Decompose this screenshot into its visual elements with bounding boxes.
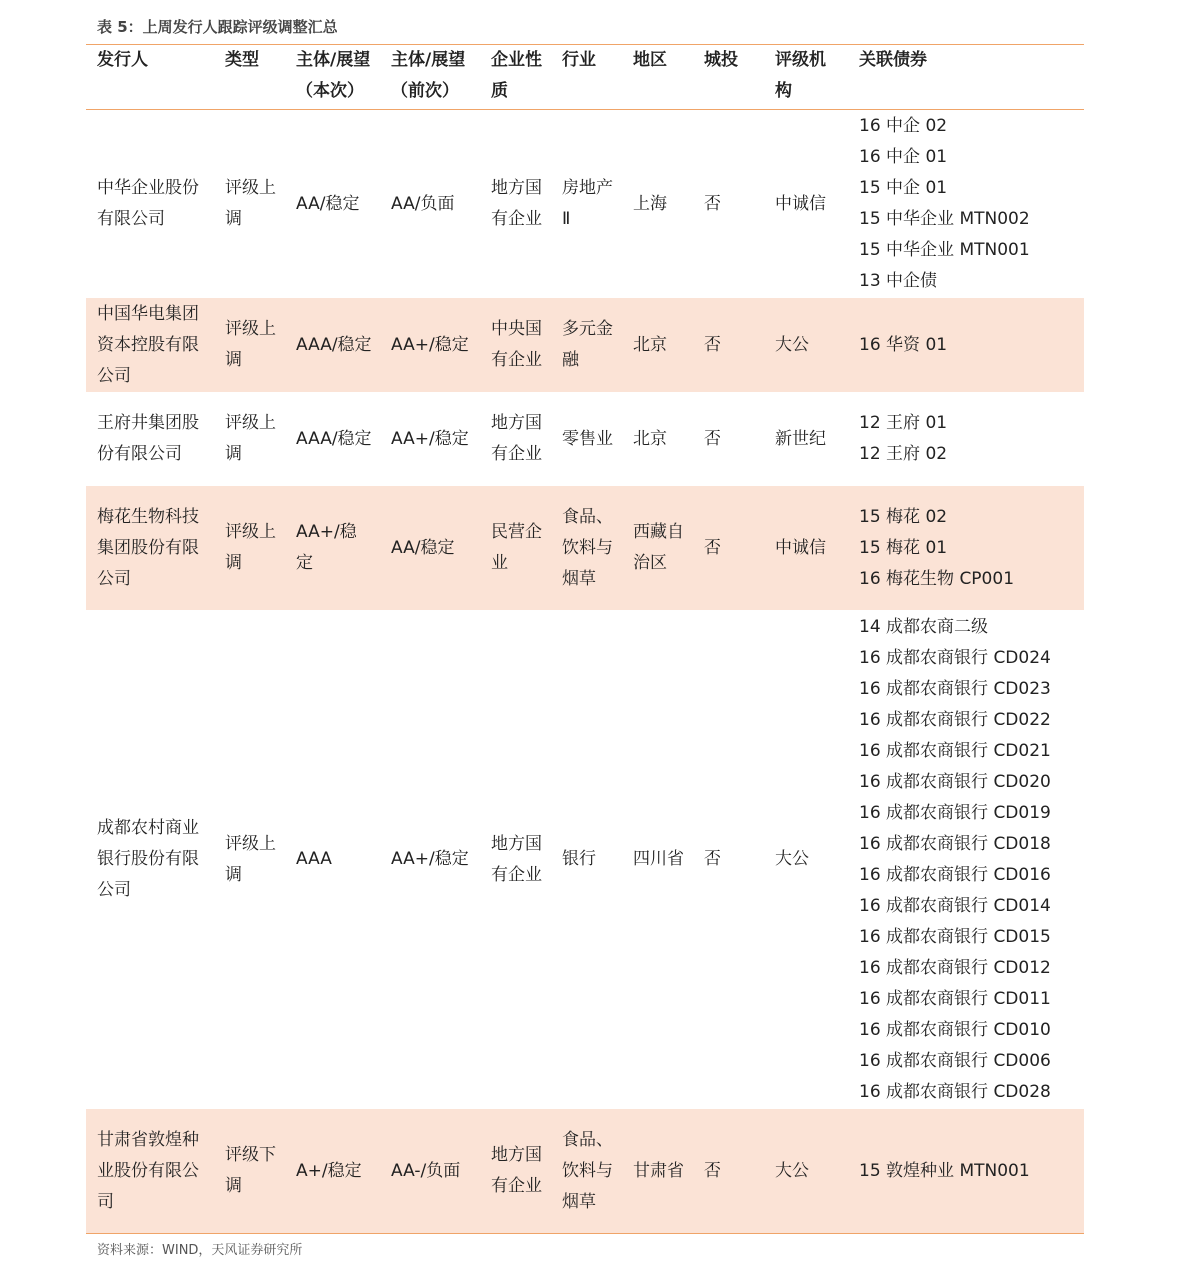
bond-item: 16 梅花生物 CP001 xyxy=(859,568,1015,589)
cell-nature: 地方国有企业 xyxy=(491,833,542,885)
cell-type: 评级上调 xyxy=(214,486,285,610)
cell-type: 评级上调 xyxy=(225,178,276,229)
cell-type: 评级下调 xyxy=(214,1109,285,1234)
header-type: 类型 xyxy=(225,50,259,70)
cell-region: 北京 xyxy=(633,428,667,449)
cell-chengtou: 否 xyxy=(704,428,721,449)
header-region: 地区 xyxy=(633,50,667,70)
table-row xyxy=(86,486,1084,610)
cell-agency: 中诚信 xyxy=(775,193,826,214)
bond-item: 16 成都农商银行 CD012 xyxy=(859,957,1051,978)
cell-agency: 大公 xyxy=(764,1109,848,1234)
cell-previous: AA-/负面 xyxy=(380,1109,480,1234)
bond-item: 16 成都农商银行 CD006 xyxy=(859,1050,1051,1071)
table-row xyxy=(86,610,1084,1109)
bond-item: 16 成都农商银行 CD028 xyxy=(859,1081,1051,1102)
header-agency: 评级机构 xyxy=(775,50,826,101)
cell-current: AA/稳定 xyxy=(296,193,360,214)
cell-region: 西藏自治区 xyxy=(622,486,693,610)
header-bonds: 关联债券 xyxy=(859,50,927,70)
cell-type: 评级上调 xyxy=(225,413,276,464)
cell-bonds xyxy=(848,110,1084,299)
bond-item: 16 成都农商银行 CD010 xyxy=(859,1019,1051,1040)
source-note: 资料来源：WIND，天风证券研究所 xyxy=(97,1243,303,1258)
bond-item: 16 成都农商银行 CD015 xyxy=(859,926,1051,947)
cell-current: AA+/稳定 xyxy=(285,486,380,610)
cell-industry: 食品、饮料与烟草 xyxy=(551,1109,622,1234)
cell-agency: 大公 xyxy=(775,849,809,869)
cell-type: 评级上调 xyxy=(214,298,285,392)
cell-region: 上海 xyxy=(633,193,667,214)
bond-item: 16 华资 01 xyxy=(859,334,948,355)
cell-previous: AA/负面 xyxy=(391,193,455,214)
cell-issuer: 成都农村商业银行股份有限公司 xyxy=(97,818,199,900)
header-previous: 主体/展望（前次） xyxy=(391,50,466,101)
cell-previous: AA+/稳定 xyxy=(380,298,480,392)
cell-issuer: 甘肃省敦煌种业股份有限公司 xyxy=(86,1109,214,1234)
bond-item: 12 王府 02 xyxy=(859,444,948,464)
cell-type: 评级上调 xyxy=(225,833,276,885)
cell-industry: 房地产Ⅱ xyxy=(562,178,613,229)
cell-industry: 食品、饮料与烟草 xyxy=(551,486,622,610)
cell-chengtou: 否 xyxy=(693,298,764,392)
cell-nature: 民营企业 xyxy=(480,486,551,610)
header-current: 主体/展望（本次） xyxy=(296,50,371,101)
header-issuer: 发行人 xyxy=(97,50,148,70)
bond-item: 14 成都农商二级 xyxy=(859,616,989,637)
cell-nature: 地方国有企业 xyxy=(480,1109,551,1234)
bond-item: 16 成都农商银行 CD022 xyxy=(859,709,1051,730)
bond-item: 16 成都农商银行 CD023 xyxy=(859,678,1051,699)
bond-item: 13 中企债 xyxy=(859,271,938,291)
cell-agency: 新世纪 xyxy=(775,428,826,449)
cell-region: 甘肃省 xyxy=(622,1109,693,1234)
table-row xyxy=(86,110,1084,299)
header-row xyxy=(86,45,1084,110)
cell-nature: 地方国有企业 xyxy=(491,413,542,464)
cell-current: A+/稳定 xyxy=(285,1109,380,1234)
header-chengtou: 城投 xyxy=(704,50,738,70)
table-caption: 表 5：上周发行人跟踪评级调整汇总 xyxy=(97,18,338,36)
cell-issuer: 中华企业股份有限公司 xyxy=(97,178,199,229)
cell-bonds xyxy=(848,298,1084,392)
table-row xyxy=(86,1109,1084,1234)
cell-nature: 中央国有企业 xyxy=(480,298,551,392)
cell-current: AAA/稳定 xyxy=(285,298,380,392)
bond-item: 15 敦煌种业 MTN001 xyxy=(859,1160,1030,1181)
bond-item: 16 成都农商银行 CD014 xyxy=(859,895,1051,916)
cell-industry: 多元金融 xyxy=(551,298,622,392)
cell-chengtou: 否 xyxy=(693,1109,764,1234)
bond-item: 15 中企 01 xyxy=(859,178,948,198)
cell-industry: 零售业 xyxy=(562,428,613,449)
bond-item: 16 中企 02 xyxy=(859,116,948,136)
cell-issuer: 梅花生物科技集团股份有限公司 xyxy=(86,486,214,610)
bond-item: 16 成都农商银行 CD024 xyxy=(859,647,1051,668)
bond-item: 15 中华企业 MTN002 xyxy=(859,209,1030,229)
cell-chengtou: 否 xyxy=(704,193,721,214)
bond-item: 15 梅花 01 xyxy=(859,537,948,558)
cell-bonds xyxy=(848,392,1084,486)
cell-current: AAA/稳定 xyxy=(296,428,372,449)
cell-previous: AA+/稳定 xyxy=(391,428,469,449)
bond-item: 16 成都农商银行 CD018 xyxy=(859,833,1051,854)
bond-item: 12 王府 01 xyxy=(859,413,948,433)
cell-nature: 地方国有企业 xyxy=(491,178,542,229)
table-row xyxy=(86,392,1084,486)
bond-item: 16 成都农商银行 CD011 xyxy=(859,988,1051,1009)
bond-item: 16 成都农商银行 CD016 xyxy=(859,864,1051,885)
header-industry: 行业 xyxy=(562,50,596,70)
bond-item: 16 成都农商银行 CD019 xyxy=(859,802,1051,823)
bond-item: 15 梅花 02 xyxy=(859,506,948,527)
bond-item: 16 成都农商银行 CD020 xyxy=(859,771,1051,792)
bond-item: 16 中企 01 xyxy=(859,147,948,167)
header-nature: 企业性质 xyxy=(491,50,542,101)
cell-bonds xyxy=(848,486,1084,610)
cell-region: 北京 xyxy=(622,298,693,392)
cell-agency: 大公 xyxy=(764,298,848,392)
bond-item: 16 成都农商银行 CD021 xyxy=(859,740,1051,761)
cell-agency: 中诚信 xyxy=(764,486,848,610)
cell-previous: AA/稳定 xyxy=(380,486,480,610)
table-row xyxy=(86,298,1084,392)
bond-item: 15 中华企业 MTN001 xyxy=(859,240,1030,260)
cell-current: AAA xyxy=(296,849,332,869)
cell-region: 四川省 xyxy=(633,849,684,869)
rating-adjustment-table xyxy=(86,44,1084,1234)
cell-issuer: 中国华电集团资本控股有限公司 xyxy=(86,298,214,392)
cell-previous: AA+/稳定 xyxy=(391,849,469,869)
cell-issuer: 王府井集团股份有限公司 xyxy=(97,413,199,464)
cell-bonds xyxy=(848,610,1084,1109)
cell-industry: 银行 xyxy=(562,849,596,869)
cell-bonds xyxy=(848,1109,1084,1234)
cell-chengtou: 否 xyxy=(693,486,764,610)
cell-chengtou: 否 xyxy=(704,849,721,869)
